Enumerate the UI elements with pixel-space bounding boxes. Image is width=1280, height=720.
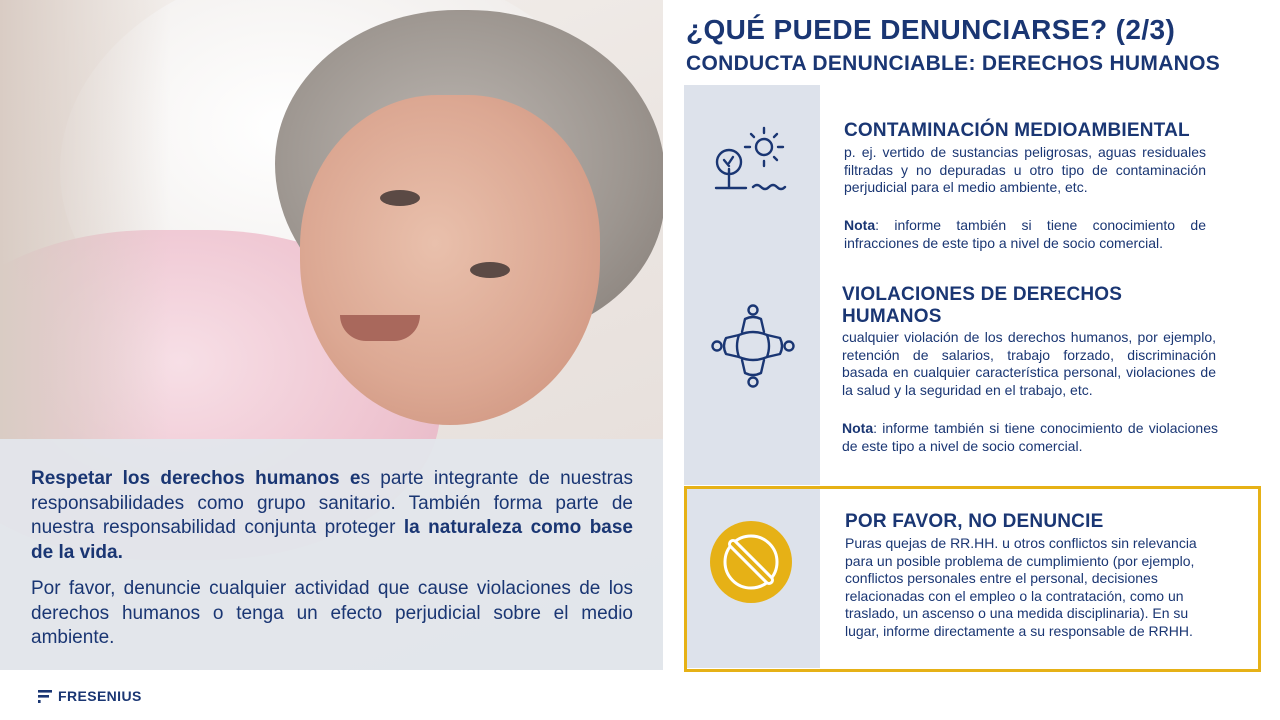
- intro-paragraph-2: Por favor, denuncie cualquier actividad que cause violaciones de los derechos humanos o tenga un efecto perjudicial sobre el medio ambiente.: [31, 578, 633, 648]
- card-title-human-rights: VIOLACIONES DE DERECHOS HUMANOS: [842, 284, 1123, 327]
- environment-icon: [712, 125, 788, 195]
- prohibited-icon: [709, 520, 793, 604]
- card-title-do-not-report: POR FAVOR, NO DENUNCIE: [845, 511, 1104, 532]
- logo-text: FRESENIUS: [58, 688, 142, 704]
- card-body-human-rights: cualquier violación de los derechos humanos, por ejemplo, retención de salarios, trabajo forzado, discriminación basada en cualquier característica personal, violaciones de la salud y la seguridad en el trabajo, etc.: [842, 329, 1216, 398]
- card-note-human-rights: Nota: informe también si tiene conocimiento de violaciones de este tipo a nivel de socio comercial.: [842, 420, 1218, 454]
- fresenius-logo-icon: [38, 690, 52, 703]
- intro-panel: [0, 439, 663, 670]
- fresenius-logo: [38, 688, 142, 704]
- page-title: ¿QUÉ PUEDE DENUNCIARSE? (2/3): [686, 14, 1176, 45]
- card-note-environment: Nota: informe también si tiene conocimiento de infracciones de este tipo a nivel de socio comercial.: [844, 217, 1206, 251]
- page-subtitle: CONDUCTA DENUNCIABLE: DERECHOS HUMANOS: [686, 52, 1221, 75]
- card-body-do-not-report: Puras quejas de RR.HH. u otros conflictos sin relevancia para un posible problema de cumplimiento (por ejemplo, conflictos personales entre el personal, decisiones relacionadas con el empleo o la contratación, como un traslado, un ascenso o una medida disciplinaria). En su lugar, informe directamente a su responsable de RRHH.: [845, 535, 1197, 639]
- card-body-environment: p. ej. vertido de sustancias peligrosas, aguas residuales filtradas y no depuradas u otro tipo de contaminación perjudicial para el medio ambiente, etc.: [844, 144, 1206, 196]
- card-title-environment: CONTAMINACIÓN MEDIOAMBIENTAL: [844, 120, 1190, 141]
- intro-paragraph-1: Respetar los derechos humanos es parte integrante de nuestras responsabilidades como grupo sanitario. También forma parte de nuestra responsabilidad conjunta proteger la naturaleza como base de la vida.: [31, 468, 633, 563]
- people-circle-icon: [711, 304, 795, 388]
